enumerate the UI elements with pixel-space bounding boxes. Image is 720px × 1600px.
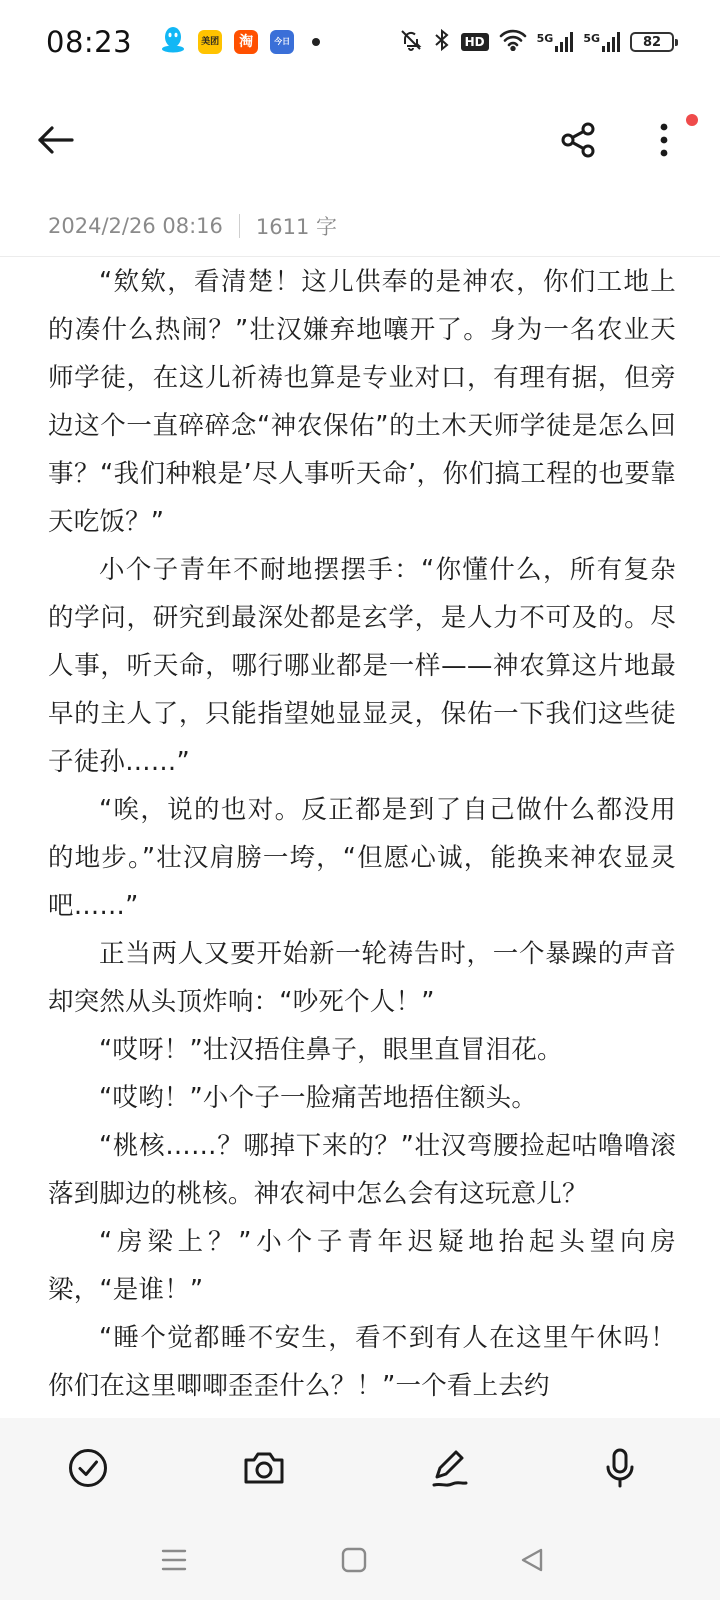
system-navigation-bar [0, 1518, 720, 1600]
signal-icon-2 [583, 32, 620, 52]
check-circle-icon [67, 1447, 109, 1489]
hd-icon [461, 33, 489, 51]
taobao-icon: 淘 [234, 30, 258, 54]
pen-icon [429, 1447, 471, 1489]
paragraph: “桃核……？哪掉下来的？”壮汉弯腰捡起咕噜噜滚落到脚边的桃核。神农祠中怎么会有这玩意儿？ [48, 1131, 676, 1209]
camera-icon [242, 1448, 286, 1488]
handwriting-button[interactable] [424, 1442, 476, 1494]
meta-separator [239, 214, 240, 238]
bluetooth-icon [433, 28, 451, 56]
more-vertical-icon [659, 122, 669, 158]
share-icon [559, 121, 597, 159]
qq-icon [160, 26, 186, 58]
notification-badge [686, 114, 698, 126]
top-app-bar [0, 100, 720, 180]
meituan-icon: 美团 [198, 30, 222, 54]
paragraph: “哎哟！”小个子一脸痛苦地捂住额头。 [99, 1083, 538, 1113]
bottom-toolbar [0, 1418, 720, 1518]
home-button[interactable] [334, 1540, 374, 1580]
back-button[interactable] [32, 120, 80, 160]
mute-icon [399, 28, 423, 56]
status-time: 08:23 [46, 25, 133, 59]
camera-button[interactable] [238, 1442, 290, 1494]
note-body[interactable] [48, 258, 676, 1418]
note-meta [48, 206, 337, 246]
more-notifications-dot [312, 38, 320, 46]
paragraph: “睡个觉都睡不安生，看不到有人在这里午休吗！你们在这里唧唧歪歪什么？！”一个看上去约 [48, 1323, 676, 1401]
note-datetime: 2024/2/26 08:16 [48, 214, 223, 238]
header-divider [0, 256, 720, 257]
recent-apps-button[interactable] [154, 1540, 194, 1580]
wifi-icon [499, 29, 527, 55]
share-button[interactable] [556, 118, 600, 162]
paragraph: “唉，说的也对。反正都是到了自己做什么都没用的地步。”壮汉肩膀一垮，“但愿心诚，能换来神农显灵吧……” [48, 795, 676, 921]
more-options-button[interactable] [644, 118, 684, 162]
voice-input-button[interactable] [594, 1442, 646, 1494]
hd-label: HD [461, 33, 489, 51]
status-right [399, 28, 674, 56]
note-word-count: 1611 字 [255, 215, 337, 239]
menu-icon [160, 1548, 188, 1572]
news-app-icon: 今日 [270, 30, 294, 54]
paragraph: “欸欸，看清楚！这儿供奉的是神农，你们工地上的凑什么热闹？”壮汉嫌弃地嚷开了。身为一名农业天师学徒，在这儿祈祷也算是专业对口，有理有据，但旁边这个一直碎碎念“神农保佑”的土木天师学徒是怎么回事？“我们种粮是’尽人事听天命’，你们搞工程的也要靠天吃饭？” [48, 267, 676, 537]
back-triangle-icon [518, 1546, 546, 1574]
paragraph: 正当两人又要开始新一轮祷告时，一个暴躁的声音却突然从头顶炸响：“吵死个人！” [48, 939, 676, 1017]
signal-icon-1 [537, 32, 574, 52]
signal-label-1: 5G [536, 32, 554, 45]
checklist-button[interactable] [62, 1442, 114, 1494]
microphone-icon [604, 1447, 636, 1489]
battery-icon [630, 32, 674, 52]
notification-icons [160, 26, 320, 58]
system-back-button[interactable] [512, 1540, 552, 1580]
signal-label-2: 5G [583, 32, 600, 45]
home-square-icon [340, 1546, 368, 1574]
paragraph: 小个子青年不耐地摆摆手：“你懂什么，所有复杂的学问，研究到最深处都是玄学，是人力不可及的。尽人事，听天命，哪行哪业都是一样——神农算这片地最早的主人了，只能指望她显显灵，保佑一下我们这些徒子徒孙……” [48, 555, 676, 777]
paragraph: “房梁上？”小个子青年迟疑地抬起头望向房梁，“是谁！” [48, 1227, 676, 1305]
arrow-left-icon [36, 124, 76, 156]
paragraph: “哎呀！”壮汉捂住鼻子，眼里直冒泪花。 [99, 1035, 563, 1065]
battery-level: 82 [642, 34, 662, 50]
status-bar [0, 0, 720, 84]
